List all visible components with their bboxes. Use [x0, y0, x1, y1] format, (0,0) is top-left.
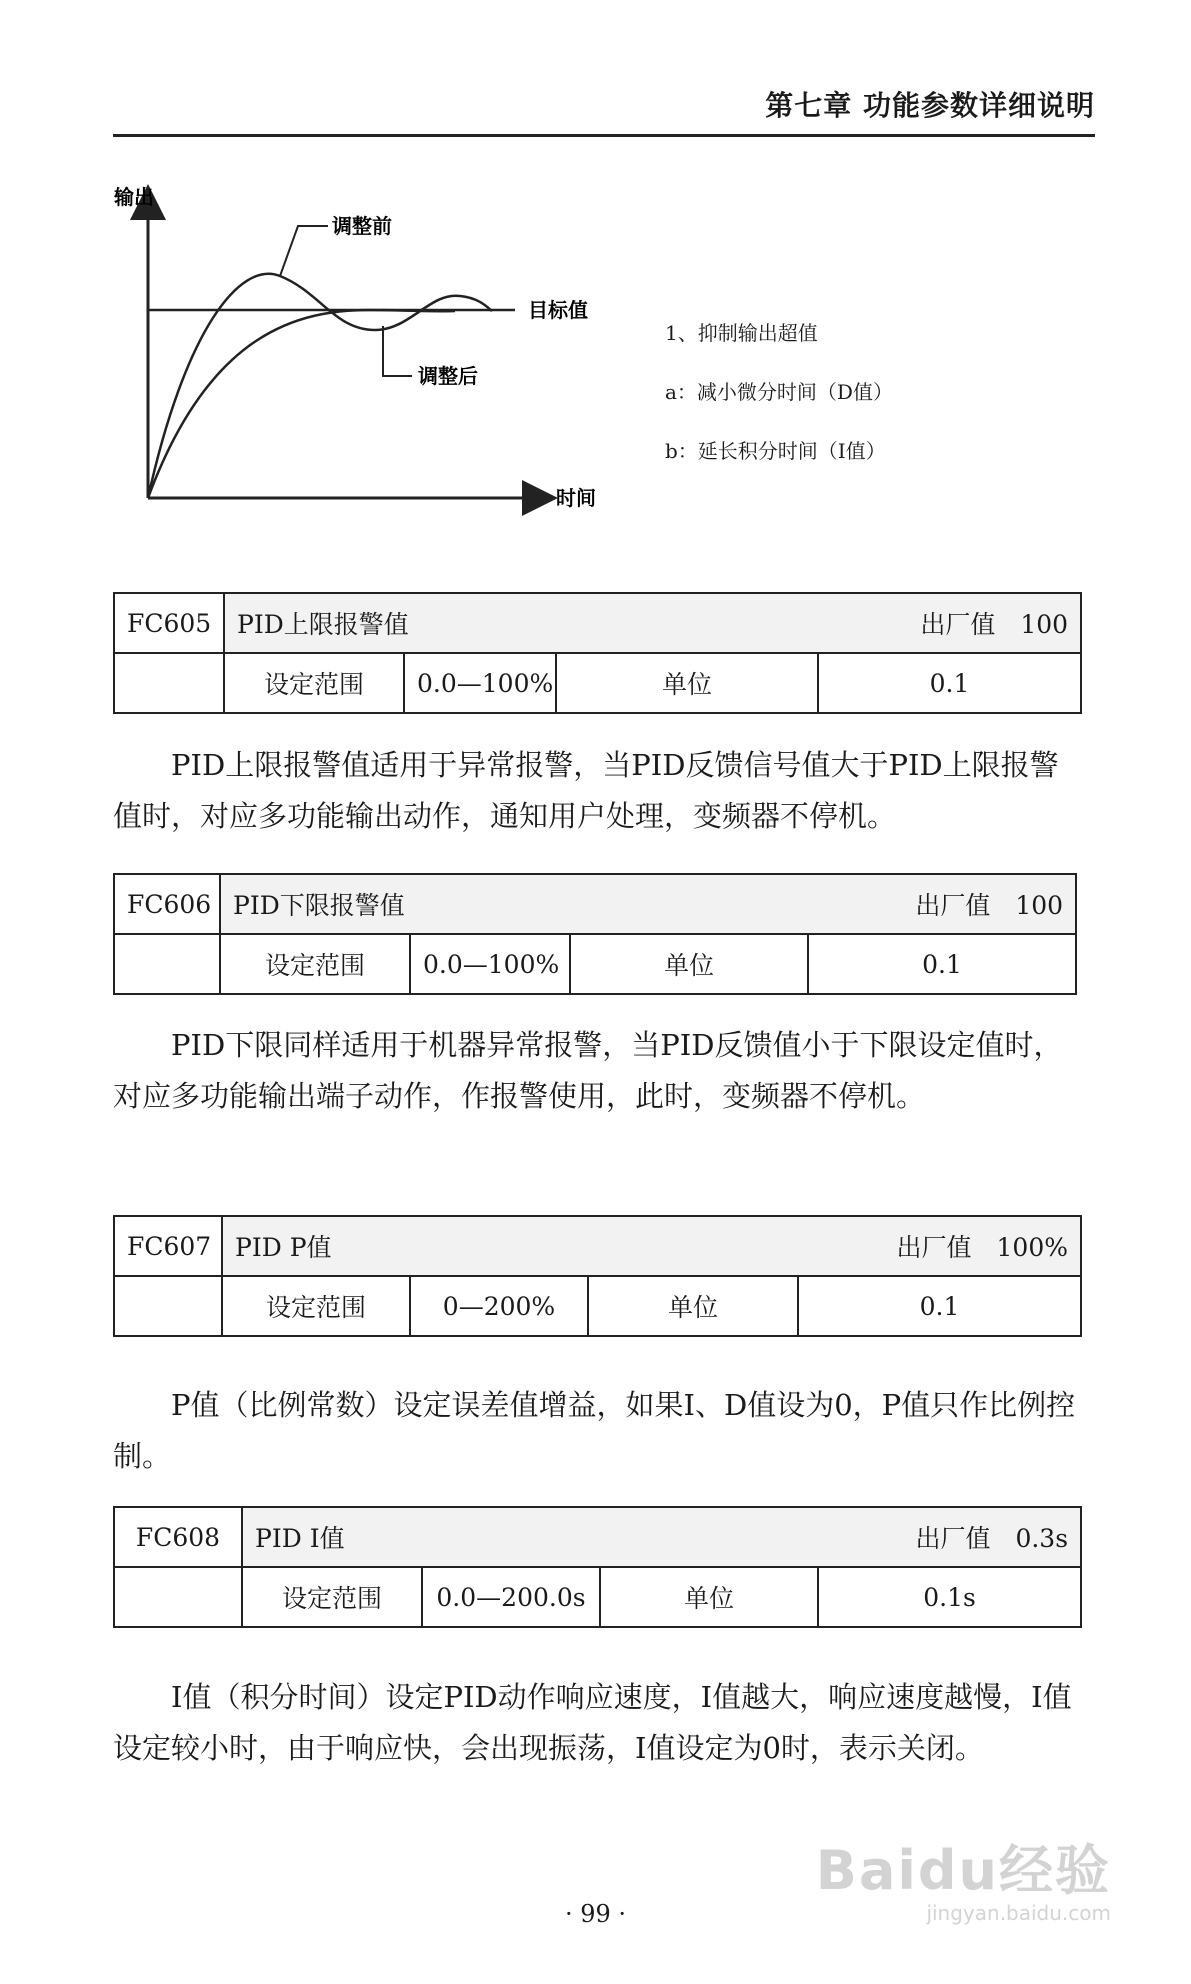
desc-fc605 [113, 740, 1078, 842]
param-name: PID上限报警值 [237, 610, 409, 639]
unit-value: 0.1 [808, 934, 1076, 994]
target-label: 目标值 [528, 298, 588, 322]
param-name-cell [242, 1507, 1081, 1567]
unit-label: 单位 [570, 934, 808, 994]
param-table-fc608 [113, 1506, 1082, 1628]
factory-value: 出厂值 100% [896, 1233, 1068, 1262]
param-code: FC608 [114, 1507, 242, 1567]
param-name: PID I值 [255, 1524, 345, 1553]
param-code: FC606 [114, 874, 220, 934]
desc-text: P值（比例常数）设定误差值增益，如果I、D值设为0，P值只作比例控制。 [113, 1388, 1076, 1473]
desc-text: PID上限报警值适用于异常报警，当PID反馈信号值大于PID上限报警值时，对应多功能输出动作，通知用户处理，变频器不停机。 [113, 748, 1059, 833]
note-item-b: b：延长积分时间（I值） [665, 439, 886, 463]
range-label: 设定范围 [220, 934, 410, 994]
header-rule [113, 134, 1095, 137]
param-name-cell [220, 874, 1076, 934]
desc-text: PID下限同样适用于机器异常报警，当PID反馈值小于下限设定值时，对应多功能输出端子动作，作报警使用，此时，变频器不停机。 [113, 1028, 1063, 1113]
range-value: 0.0—100% [410, 934, 570, 994]
chapter-title: 第七章 功能参数详细说明 [765, 89, 1095, 122]
x-axis-label: 时间 [556, 486, 596, 510]
curve-after-adjustment [148, 310, 455, 498]
watermark-logo: Baidu经验 [815, 1839, 1111, 1902]
param-name-cell [224, 593, 1081, 653]
before-callout-line [280, 226, 328, 276]
unit-value: 0.1s [818, 1567, 1081, 1627]
desc-fc606 [113, 1020, 1078, 1122]
empty-cell [114, 653, 224, 713]
param-table-fc605 [113, 592, 1082, 714]
curve-before-label: 调整前 [332, 214, 392, 238]
adjustment-notes [665, 318, 893, 495]
note-item-a: a：减小微分时间（D值） [665, 380, 893, 404]
factory-value: 出厂值 0.3s [915, 1524, 1069, 1553]
param-table-fc606 [113, 873, 1077, 995]
range-value: 0.0—100% [404, 653, 556, 713]
after-callout-line [383, 326, 412, 376]
param-name: PID P值 [235, 1233, 332, 1262]
range-value: 0—200% [410, 1276, 588, 1336]
param-code: FC607 [114, 1216, 222, 1276]
range-label: 设定范围 [242, 1567, 422, 1627]
curve-after-label: 调整后 [418, 364, 478, 388]
watermark-url: jingyan.baidu.com [926, 1901, 1111, 1925]
unit-value: 0.1 [798, 1276, 1081, 1336]
page-number: · 99 · [564, 1900, 627, 1928]
range-label: 设定范围 [222, 1276, 410, 1336]
factory-value: 出厂值 100 [920, 610, 1069, 639]
unit-label: 单位 [600, 1567, 818, 1627]
note-item-1: 1、抑制输出超值 [665, 321, 818, 345]
param-name-cell [222, 1216, 1081, 1276]
empty-cell [114, 934, 220, 994]
param-table-fc607 [113, 1215, 1082, 1337]
empty-cell [114, 1567, 242, 1627]
param-name: PID下限报警值 [233, 891, 405, 920]
y-axis-label: 输出 [114, 185, 154, 209]
pid-response-figure [100, 180, 620, 520]
desc-text: I值（积分时间）设定PID动作响应速度，I值越大，响应速度越慢，I值设定较小时，由于响应快，会出现振荡，I值设定为0时，表示关闭。 [113, 1680, 1072, 1765]
unit-label: 单位 [556, 653, 818, 713]
param-code: FC605 [114, 593, 224, 653]
desc-fc607 [113, 1380, 1078, 1482]
range-value: 0.0—200.0s [422, 1567, 600, 1627]
empty-cell [114, 1276, 222, 1336]
unit-label: 单位 [588, 1276, 798, 1336]
factory-value: 出厂值 100 [915, 891, 1064, 920]
watermark [816, 1828, 1111, 1925]
desc-fc608 [113, 1672, 1078, 1774]
unit-value: 0.1 [818, 653, 1081, 713]
range-label: 设定范围 [224, 653, 404, 713]
